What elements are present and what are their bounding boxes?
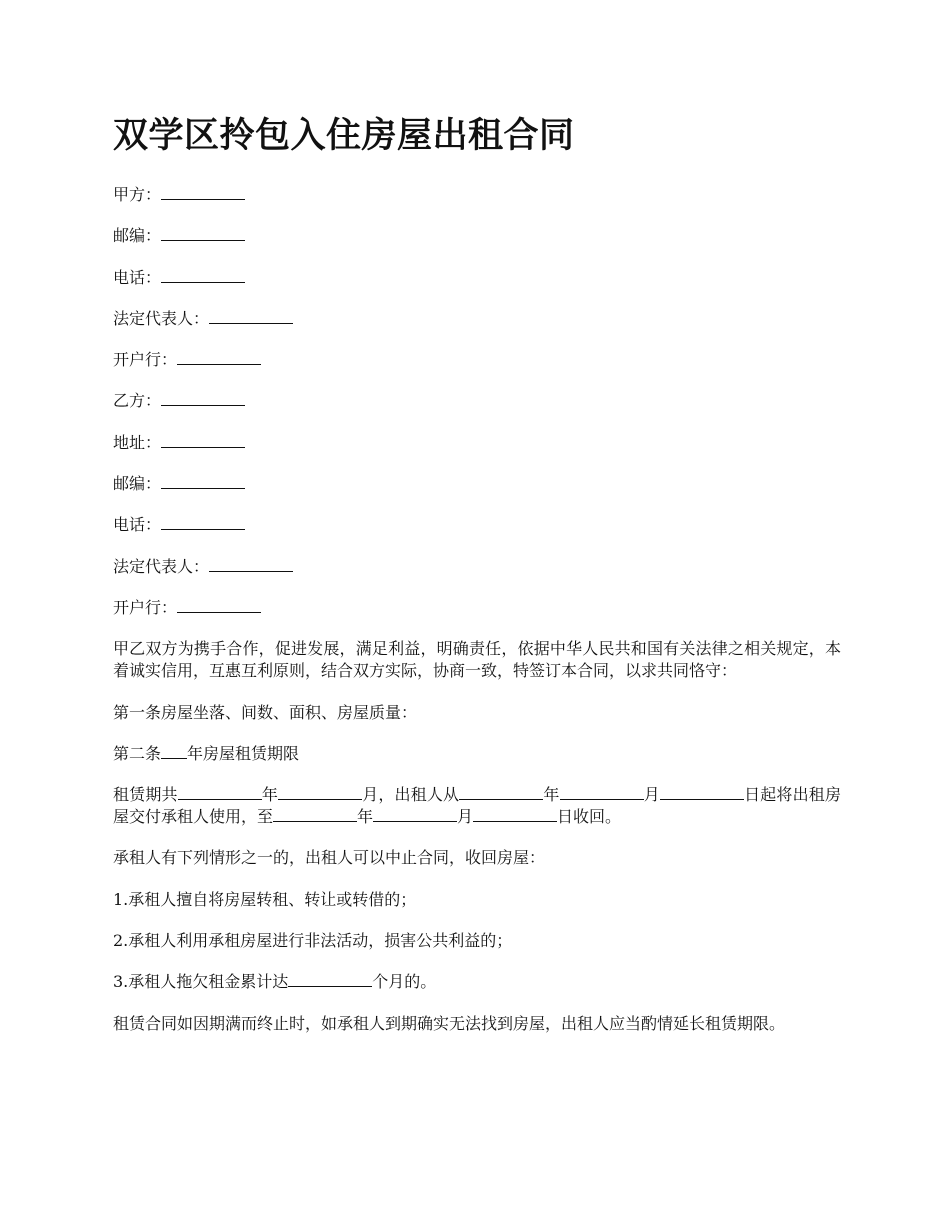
party-a-phone-field [113,267,841,289]
text-segment: 日起将出租房屋交付承租人使用，至 [113,785,841,827]
party-a-postcode-field [113,225,841,247]
field-label: 地址： [113,432,162,452]
field-label: 电话： [113,515,162,535]
party-b-legal-rep-field [113,556,841,578]
party-b-phone-field [113,514,841,536]
blank-line [209,308,293,324]
party-b-postcode-field [113,473,841,495]
blank-line [161,743,187,759]
party-a-bank-field [113,349,841,371]
article-1-heading: 第一条房屋坐落、间数、面积、房屋质量： [113,702,418,722]
field-label: 邮编： [113,474,162,494]
blank-line [161,225,245,241]
text-segment: 年 [543,785,560,805]
field-label: 开户行： [113,350,178,370]
blank-line [560,784,644,800]
blank-line [209,556,293,572]
field-label: 邮编： [113,226,162,246]
text-segment: 个月的。 [372,972,437,992]
condition-2: 2.承租人利用承租房屋进行非法活动，损害公共利益的； [113,931,513,951]
blank-line [177,349,261,365]
text-segment: 租赁期共 [113,785,178,805]
field-label: 法定代表人： [113,556,210,576]
blank-line [288,971,372,987]
text-segment: 年 [357,807,374,827]
condition-3 [113,971,841,993]
text-segment: 月 [643,785,660,805]
text-segment: 月，出租人从 [362,785,460,805]
text-segment: 年 [261,785,279,805]
blank-line [660,784,744,800]
blank-line [278,784,362,800]
preamble-paragraph: 甲乙双方为携手合作，促进发展，满足利益，明确责任，依据中华人民共和国有关法律之相关规定，本着诚实信用，互惠互利原则，结合双方实际，协商一致，特签订本合同，以求共同恪守： [113,639,841,681]
party-b-address-field [113,432,841,454]
article-2-suffix: 年房屋租赁期限 [187,743,300,763]
field-label: 乙方： [113,391,162,411]
field-label: 电话： [113,267,162,287]
party-b-bank-field [113,597,841,619]
blank-line [161,432,245,448]
party-b-name-field [113,390,841,412]
text-segment: 月 [457,807,474,827]
blank-line [473,806,557,822]
field-label: 法定代表人： [113,308,210,328]
field-label: 甲方： [113,185,162,204]
blank-line [161,184,245,200]
blank-line [177,597,261,613]
blank-line [373,806,457,822]
text-segment: 日收回。 [557,807,622,827]
condition-1: 1.承租人擅自将房屋转租、转让或转借的； [113,889,417,909]
contract-page [113,112,841,1054]
article-2-prefix: 第二条 [113,743,162,763]
field-label: 开户行： [113,597,178,617]
blank-line [178,784,262,800]
termination-intro: 承租人有下列情形之一的，出租人可以中止合同，收回房屋： [113,848,546,868]
blank-line [161,473,245,489]
blank-line [161,514,245,530]
text-segment: 3.承租人拖欠租金累计达 [113,972,289,992]
extension-paragraph: 租赁合同如因期满而终止时，如承租人到期确实无法找到房屋，出租人应当酌情延长租赁期限。 [113,1013,786,1033]
party-a-legal-rep-field [113,308,841,330]
party-a-name-field [113,184,841,206]
lease-term-paragraph [113,784,841,828]
blank-line [161,390,245,406]
blank-line [161,267,245,283]
blank-line [459,784,543,800]
article-2-heading [113,743,841,765]
blank-line [273,806,357,822]
document-title: 双学区拎包入住房屋出租合同 [113,115,575,156]
